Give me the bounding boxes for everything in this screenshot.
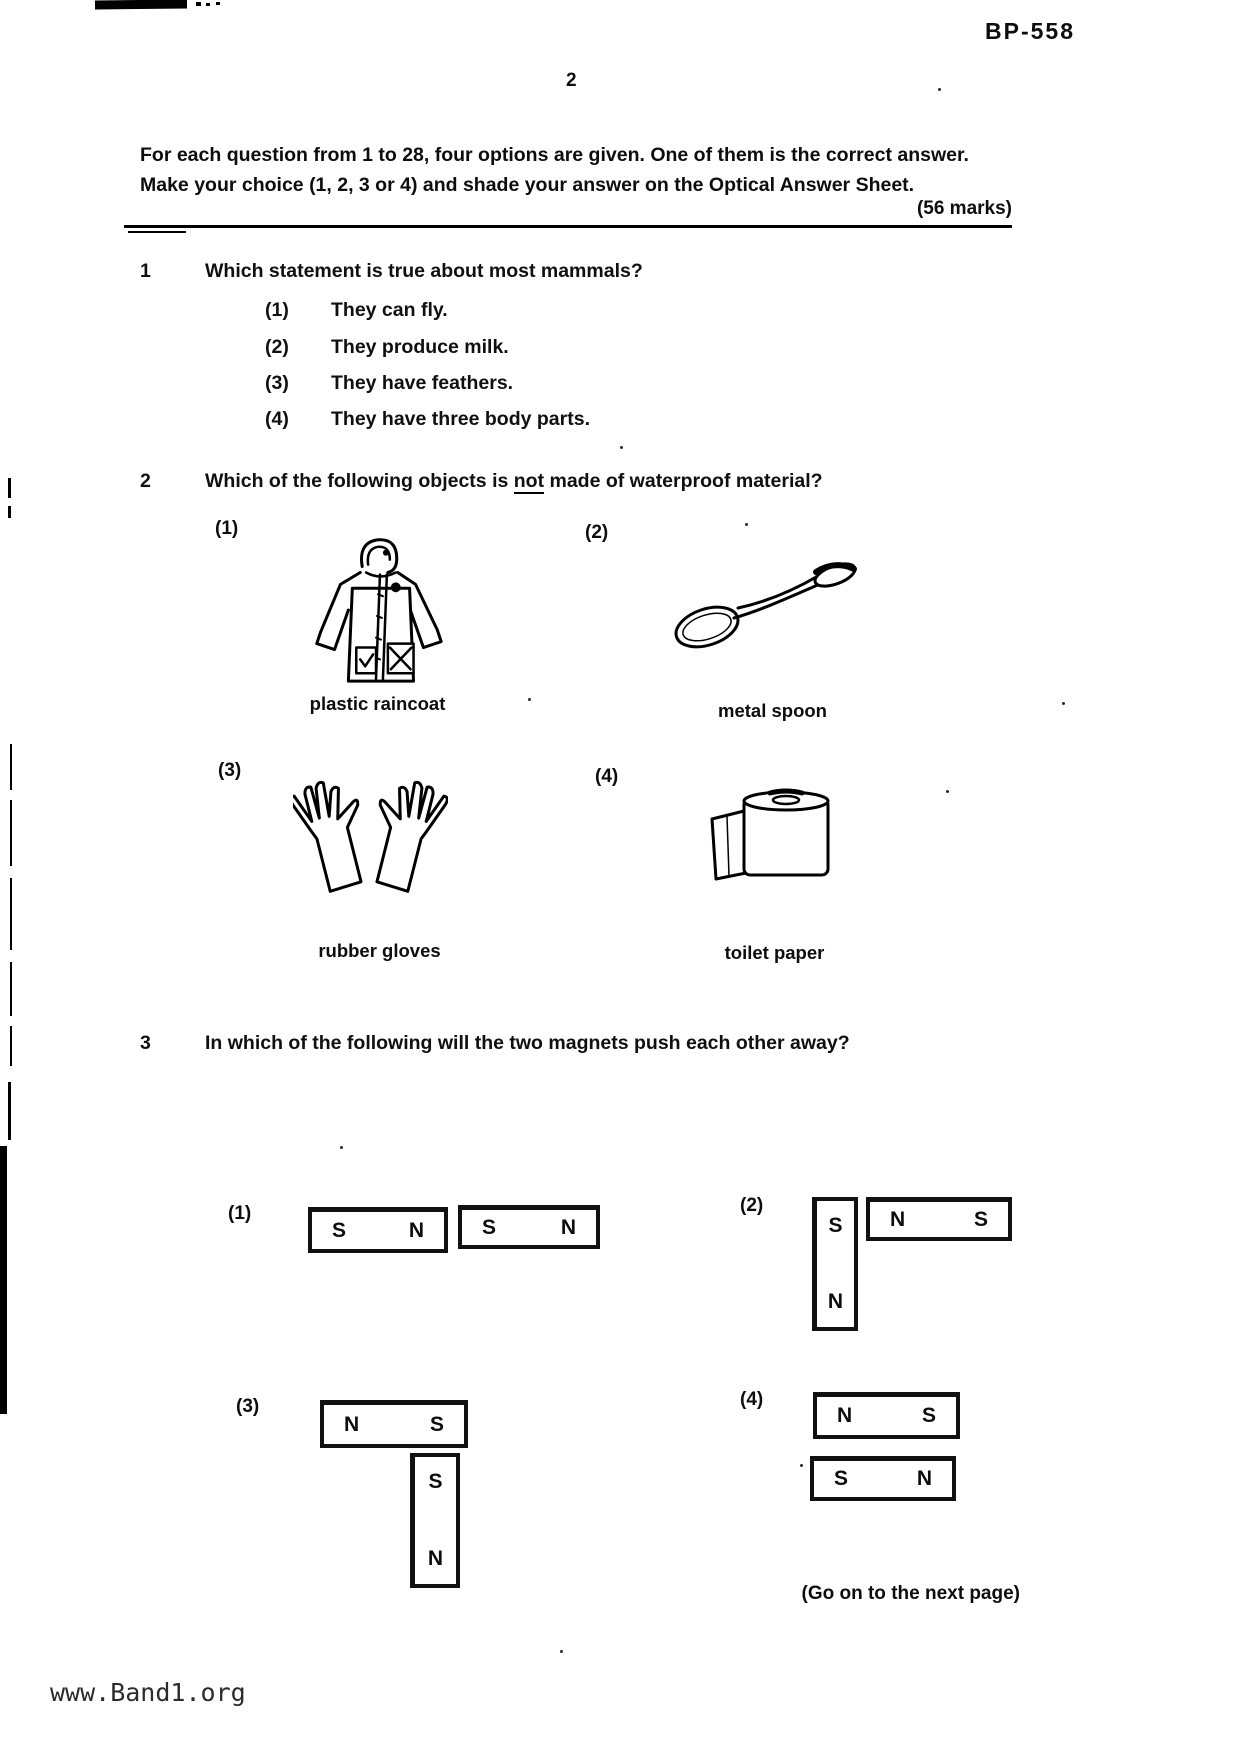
scan-artifact: [10, 1026, 12, 1066]
pole-label: S: [482, 1215, 497, 1239]
raincoat-drawing: [300, 533, 455, 691]
question-1-text: Which statement is true about most mammals?: [205, 260, 643, 282]
q2-option-4-caption: toilet paper: [724, 942, 825, 963]
q2-option-4-label: (4): [595, 766, 619, 787]
q2-option-3-caption: rubber gloves: [318, 940, 441, 961]
pole-label: N: [560, 1215, 576, 1239]
scan-noise-dot: [340, 1146, 343, 1149]
pole-label: N: [827, 1290, 844, 1313]
gloves-drawing: [293, 778, 448, 896]
question-2-number: 2: [140, 470, 151, 492]
q2-option-1-caption: plastic raincoat: [309, 693, 446, 714]
q3-option-1-label: (1): [228, 1203, 252, 1224]
pole-label: S: [973, 1207, 988, 1231]
scan-artifact: [216, 2, 220, 5]
q2-option-2-label: (2): [585, 522, 609, 543]
scan-artifact: [10, 744, 12, 790]
instructions-block: [140, 140, 1030, 200]
scan-artifact: [8, 1082, 11, 1140]
pole-label: S: [428, 1470, 443, 1493]
question-1: [140, 258, 1020, 443]
q3-option-4-label: (4): [740, 1389, 764, 1410]
watermark-site: www.Band1.org: [50, 1678, 246, 1707]
divider-rule: [124, 225, 1012, 228]
scan-artifact: [8, 506, 11, 518]
spoon-drawing: [662, 552, 867, 657]
magnet-bar: [308, 1207, 448, 1253]
q1-option-row: [265, 334, 1020, 360]
q2-option-1-label: (1): [215, 518, 239, 539]
q2-option-2-caption: metal spoon: [718, 700, 827, 721]
pole-label: N: [344, 1412, 360, 1436]
question-2-text: Which of the following objects is not made of waterproof material?: [205, 470, 823, 492]
pole-label: N: [408, 1218, 424, 1242]
pole-label: S: [921, 1404, 936, 1427]
question-1-number: 1: [140, 260, 151, 282]
magnet-bar: [320, 1400, 468, 1448]
scan-noise-dot: [620, 446, 623, 449]
q2-option-3-label: (3): [218, 760, 242, 781]
scan-artifact: [10, 800, 12, 866]
q1-option-3-text: They have feathers.: [331, 371, 514, 394]
scan-artifact: [10, 878, 12, 950]
q1-option-row: [265, 297, 1020, 323]
scan-noise-dot: [946, 790, 949, 793]
magnet-bar: [813, 1392, 960, 1439]
booklet-code: BP-558: [985, 18, 1075, 44]
underlined-word: not: [513, 470, 545, 492]
marks-label: (56 marks): [916, 198, 1012, 219]
question-3: [140, 1030, 1040, 1056]
question-3-text: In which of the following will the two magnets push each other away?: [205, 1032, 850, 1054]
pole-label: S: [332, 1218, 347, 1242]
q1-option-row: [265, 370, 1020, 396]
pole-label: S: [834, 1467, 849, 1490]
magnet-bar: [458, 1205, 600, 1249]
magnet-bar: [866, 1197, 1012, 1241]
instructions-line1: For each question from 1 to 28, four options are given. One of them is the correct answer.: [140, 144, 969, 166]
question-2: [140, 468, 1040, 494]
scan-noise-dot: [560, 1650, 563, 1653]
magnet-bar: [810, 1456, 956, 1501]
q1-option-1-label: (1): [265, 299, 289, 322]
scan-artifact: [196, 2, 201, 6]
scan-noise-dot: [800, 1464, 803, 1467]
instructions-line2: Make your choice (1, 2, 3 or 4) and shade your answer on the Optical Answer Sheet.: [140, 174, 915, 197]
scan-artifact: [0, 1146, 7, 1414]
go-on-note: (Go on to the next page): [801, 1583, 1020, 1604]
scan-noise-dot: [528, 698, 531, 701]
pole-label: N: [837, 1404, 853, 1427]
question-3-number: 3: [140, 1032, 151, 1054]
pole-label: N: [916, 1467, 932, 1490]
scan-noise-dot: [938, 88, 941, 91]
magnet-bar-vertical: [410, 1453, 460, 1588]
q1-option-2-label: (2): [265, 335, 289, 358]
pole-label: N: [890, 1207, 906, 1231]
toilet-paper-drawing: [698, 785, 846, 893]
q3-option-3-label: (3): [236, 1396, 260, 1417]
pole-label: S: [828, 1214, 843, 1237]
scan-artifact: [10, 962, 12, 1016]
scan-artifact: [8, 478, 11, 498]
scan-artifact: [95, 0, 187, 9]
scan-noise-dot: [1062, 702, 1065, 705]
page-number: 2: [566, 70, 577, 91]
divider-rule-fragment: [128, 231, 186, 233]
q1-option-4-label: (4): [265, 408, 289, 431]
q1-option-4-text: They have three body parts.: [331, 408, 590, 431]
q1-option-3-label: (3): [265, 371, 289, 394]
pole-label: N: [427, 1547, 444, 1570]
q3-option-2-label: (2): [740, 1195, 764, 1216]
q1-option-1-text: They can fly.: [331, 299, 448, 322]
q1-option-2-text: They produce milk.: [331, 335, 509, 358]
scan-artifact: [206, 3, 210, 6]
pole-label: S: [429, 1412, 444, 1436]
q1-option-row: [265, 406, 1020, 432]
scan-noise-dot: [745, 523, 748, 526]
magnet-bar-vertical: [812, 1197, 858, 1331]
